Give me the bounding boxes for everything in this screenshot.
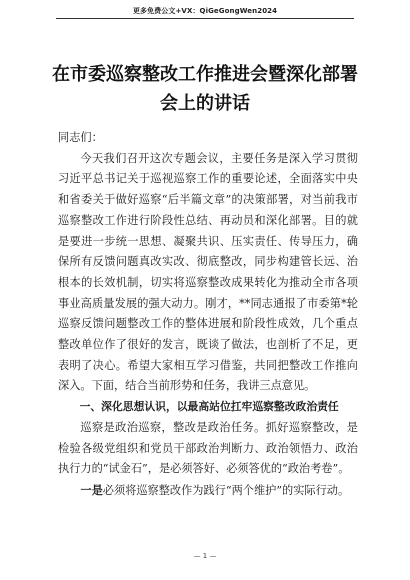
document-body [58,128,358,502]
section-1-paragraph: 巡察是政治巡察，整改是政治任务。抓好巡察整改，是检验各级党组织和党员干部政治判断力、政治领悟力、政治执行力的“试金石”，是必须答好、必须答优的“政治考卷”。 [58,420,358,476]
point-1-text: 必须将巡察整改作为践行“两个维护”的实际行动。 [102,483,350,497]
section-1-point-1 [58,480,358,502]
intro-paragraph: 今天我们召开这次专题会议，主要任务是深入学习贯彻习近平总书记关于巡视巡察工作的重要论述，全面落实中央和省委关于做好巡察“后半篇文章”的决策部署，对当前我市巡察整改工作进行阶段性总结、再动员和深化部署。目的就是要进一步统一思想、凝聚共识、压实责任、传导压力，确保所有反馈问题真改实改、彻底整改，同步构建管长远、治根本的长效机制，切实将巡察整改成果转化为推动全市各项事业高质量发展的强大动力。刚才，**同志通报了市委第*轮巡察反馈问题整改工作的整体进展和阶段性成效，几个重点整改单位作了很好的发言，既谈了做法，也剖析了不足，更表明了决心。希望大家相互学习借鉴，共同把整改工作推向深入。下面，结合当前形势和任务，我讲三点意见。 [58,151,358,393]
document-title: 在市委巡察整改工作推进会暨深化部署会上的讲话 [52,64,358,114]
page-header: 更多免费公文+VX：QiGeGongWen2024 [132,7,278,15]
point-1-lead: 一是 [80,482,103,497]
header-rule [56,18,354,19]
section-heading-1: 一、深化思想认识，以最高站位扛牢巡察整改政治责任 [79,400,339,414]
greeting: 同志们： [58,131,103,144]
page-number: — 1 — [193,552,217,560]
